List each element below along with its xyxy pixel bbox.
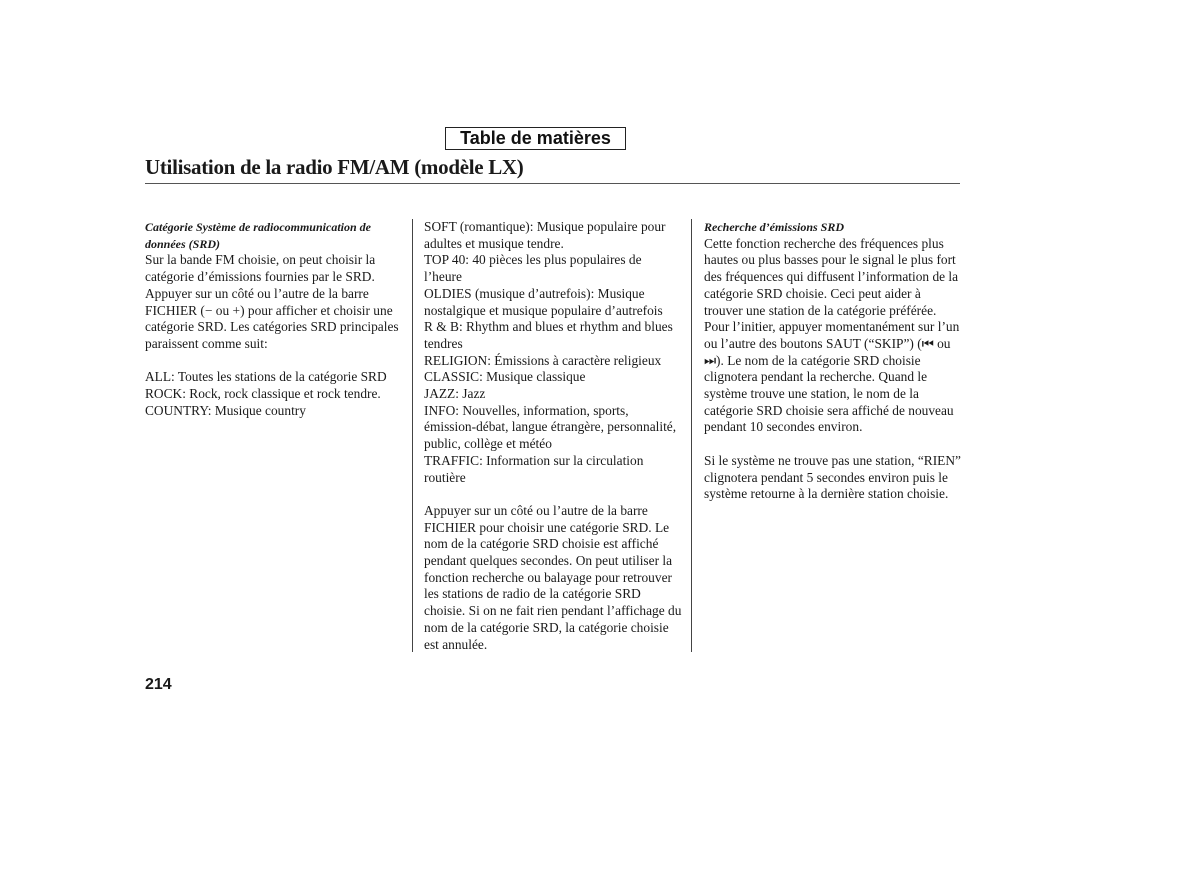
column-divider	[412, 219, 413, 652]
section-heading-srd-category: Catégorie Système de radiocommunication de données (SRD)	[145, 220, 371, 251]
page-title: Utilisation de la radio FM/AM (modèle LX)	[145, 155, 524, 179]
category-item-religion: RELIGION: Émissions à caractère religieux	[424, 352, 662, 368]
category-item-soft: SOFT (romantique): Musique populaire pour adultes et musique tendre.	[424, 219, 666, 251]
category-item-rock: ROCK: Rock, rock classique et rock tendre.	[145, 386, 381, 402]
srd-intro-paragraph: Sur la bande FM choisie, on peut choisir la catégorie d’émissions fournies par le SRD. Appuyer sur un côté ou l’autre de la barre FICHIER (− ou +) pour afficher et choisir une catégorie SRD. Les catégories SRD principales paraissent comme suit:	[145, 252, 399, 351]
title-divider	[145, 183, 960, 184]
category-item-info: INFO: Nouvelles, information, sports, émission-débat, langue étrangère, personnalité, public, collège et météo	[424, 402, 677, 452]
category-item-traffic: TRAFFIC: Information sur la circulation routière	[424, 452, 644, 485]
column-left	[145, 219, 403, 419]
category-item-rnb: R & B: Rhythm and blues et rhythm and blues tendres	[424, 319, 673, 351]
srd-search-paragraph: Cette fonction recherche des fréquences plus hautes ou plus basses pour le signal le plus fort des fréquences qui diffusent l’information de la catégorie SRD choisie. Ceci peut aider à trouver une station de la catégorie préférée. Pour l’initier, appuyer momentanément sur l’un ou l’autre des boutons SAUT (“SKIP”) (⏮ ou ⏭). Le nom de la catégorie SRD choisie clignotera pendant la recherche. Quand le système trouve une station, le nom de la catégorie SRD choisie sera affiché de nouveau pendant 10 secondes environ.	[704, 235, 960, 435]
category-item-all: ALL: Toutes les stations de la catégorie SRD	[145, 369, 387, 385]
page-number: 214	[145, 676, 172, 693]
category-item-country: COUNTRY: Musique country	[145, 402, 306, 418]
column-middle	[424, 219, 682, 653]
table-of-contents-button[interactable]: Table de matières	[445, 127, 626, 150]
no-station-paragraph: Si le système ne trouve pas une station, “RIEN” clignotera pendant 5 secondes environ puis le système retourne à la dernière station choisie.	[704, 452, 961, 502]
category-item-oldies: OLDIES (musique d’autrefois): Musique nostalgique et musique populaire d’autrefois	[424, 285, 663, 318]
column-divider	[691, 219, 692, 652]
category-item-jazz: JAZZ: Jazz	[424, 386, 486, 402]
category-item-classic: CLASSIC: Musique classique	[424, 369, 586, 385]
section-heading-srd-search: Recherche d’émissions SRD	[704, 220, 845, 234]
category-selection-paragraph: Appuyer sur un côté ou l’autre de la barre FICHIER pour choisir une catégorie SRD. Le nom de la catégorie SRD choisie est affiché pendant quelques secondes. On peut utiliser la fonction recherche ou balayage pour retrouver les stations de radio de la catégorie SRD choisie. Si on ne fait rien pendant l’affichage du nom de la catégorie SRD, la catégorie choisie est annulée.	[424, 502, 682, 652]
column-right	[704, 219, 962, 503]
category-item-top40: TOP 40: 40 pièces les plus populaires de l’heure	[424, 252, 642, 285]
